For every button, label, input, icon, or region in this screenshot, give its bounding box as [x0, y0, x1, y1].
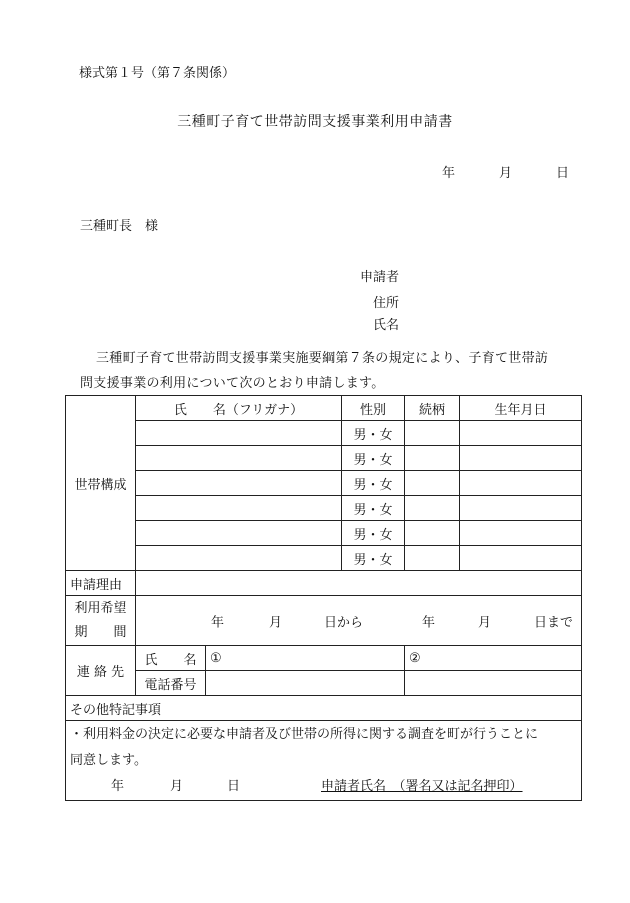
column-header-gender: 性別	[342, 396, 405, 421]
relationship-field[interactable]	[405, 421, 460, 446]
consent-year: 年	[111, 778, 125, 794]
gender-select[interactable]: 男・女	[342, 496, 405, 521]
reason-field[interactable]	[136, 571, 582, 596]
consent-text-line2: 同意します。	[70, 752, 147, 768]
date-day-label: 日	[556, 166, 570, 181]
body-text-line1: 三種町子育て世帯訪問支援事業実施要綱第７条の規定により、子育て世帯訪	[96, 351, 549, 366]
date-month-label: 月	[499, 166, 513, 181]
applicant-name-label: 氏名	[373, 318, 400, 333]
consent-day: 日	[227, 778, 241, 794]
period-to-year: 年	[422, 615, 436, 630]
relationship-field[interactable]	[405, 521, 460, 546]
contact-mark-2: ②	[409, 650, 421, 666]
household-row	[66, 521, 582, 546]
body-text-line2: 問支援事業の利用について次のとおり申請します。	[80, 376, 385, 391]
column-header-birthdate: 生年月日	[460, 396, 582, 421]
relationship-field[interactable]	[405, 496, 460, 521]
date-year-label: 年	[442, 166, 456, 181]
applicant-address-label: 住所	[373, 296, 400, 311]
consent-month: 月	[170, 778, 184, 794]
contact-phone-field-1[interactable]	[206, 671, 405, 696]
period-to-day: 日まで	[534, 615, 574, 630]
reason-label: 申請理由	[66, 571, 136, 596]
remarks-label[interactable]: その他特記事項	[66, 696, 582, 721]
period-field[interactable]	[136, 596, 582, 646]
application-table	[65, 395, 582, 801]
period-from-day: 日から	[324, 615, 364, 630]
contact-phone-label: 電話番号	[136, 671, 206, 696]
period-label-line2: 期 間	[74, 624, 127, 640]
consent-signature-line	[66, 774, 581, 800]
member-name-field[interactable]	[136, 446, 342, 471]
member-name-field[interactable]	[136, 471, 342, 496]
gender-select[interactable]: 男・女	[342, 471, 405, 496]
member-name-field[interactable]	[136, 421, 342, 446]
period-from-month: 月	[269, 615, 283, 630]
birthdate-field[interactable]	[460, 496, 582, 521]
period-label-line1: 利用希望	[74, 600, 127, 616]
gender-select[interactable]: 男・女	[342, 546, 405, 571]
consent-text-line1: ・利用料金の決定に必要な申請者及び世帯の所得に関する調査を町が行うことに	[70, 726, 539, 742]
contact-label: 連 絡 先	[66, 646, 136, 696]
period-to-month: 月	[478, 615, 492, 630]
relationship-field[interactable]	[405, 471, 460, 496]
document-title: 三種町子育て世帯訪問支援事業利用申請書	[177, 114, 453, 130]
household-row	[66, 546, 582, 571]
household-row	[66, 421, 582, 446]
contact-mark-1: ①	[210, 650, 222, 666]
applicant-signature-field[interactable]: 申請者氏名 （署名又は記名押印）	[321, 778, 523, 794]
gender-select[interactable]: 男・女	[342, 421, 405, 446]
birthdate-field[interactable]	[460, 546, 582, 571]
form-number: 様式第１号（第７条関係）	[79, 66, 236, 81]
column-header-name: 氏 名（フリガナ）	[136, 396, 342, 421]
consent-section	[66, 721, 582, 801]
relationship-field[interactable]	[405, 446, 460, 471]
period-from-year: 年	[211, 615, 225, 630]
household-row	[66, 496, 582, 521]
household-row	[66, 446, 582, 471]
addressee: 三種町長 様	[80, 219, 159, 234]
applicant-label: 申請者	[360, 270, 400, 285]
contact-name-field-1[interactable]	[206, 646, 405, 671]
period-label	[66, 596, 136, 646]
member-name-field[interactable]	[136, 521, 342, 546]
household-row	[66, 471, 582, 496]
birthdate-field[interactable]	[460, 446, 582, 471]
gender-select[interactable]: 男・女	[342, 446, 405, 471]
column-header-relationship: 続柄	[405, 396, 460, 421]
contact-phone-field-2[interactable]	[405, 671, 582, 696]
contact-name-field-2[interactable]	[405, 646, 582, 671]
household-section-label: 世帯構成	[66, 396, 136, 571]
member-name-field[interactable]	[136, 546, 342, 571]
birthdate-field[interactable]	[460, 421, 582, 446]
contact-name-label: 氏 名	[136, 646, 206, 671]
member-name-field[interactable]	[136, 496, 342, 521]
relationship-field[interactable]	[405, 546, 460, 571]
gender-select[interactable]: 男・女	[342, 521, 405, 546]
birthdate-field[interactable]	[460, 471, 582, 496]
birthdate-field[interactable]	[460, 521, 582, 546]
